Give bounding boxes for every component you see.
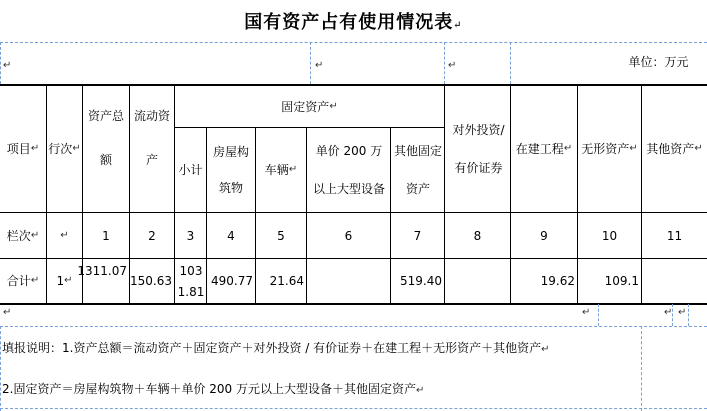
header-fixed-assets: 固定资产 ↵ xyxy=(281,99,338,114)
subtotal-value: 1031.81 xyxy=(177,263,205,299)
index-cell: 10 xyxy=(601,228,618,243)
notes-bottom-border xyxy=(0,408,707,409)
notes-left-border xyxy=(0,326,1,411)
header-vehicles: 车辆 ↵ xyxy=(264,163,298,177)
index-cell: 8 xyxy=(473,228,482,243)
index-row-label: 栏次 ↵ xyxy=(6,228,40,243)
index-cell: 6 xyxy=(344,228,353,243)
notes-top-border xyxy=(0,326,707,327)
band-divider xyxy=(510,42,511,84)
investments-value xyxy=(445,259,510,303)
para-mark: ↵ xyxy=(448,60,457,71)
other-assets-value xyxy=(642,259,707,303)
para-mark: ↵ xyxy=(582,307,591,318)
page-title: 国有资产占有使用情况表↵ xyxy=(244,12,463,33)
note-line-1: 填报说明：1.资产总额＝流动资产＋固定资产＋对外投资 / 有价证券＋在建工程＋无形资产＋其他资产↵ xyxy=(2,341,550,355)
buildings-value: 490.77 xyxy=(211,274,253,288)
band-divider xyxy=(688,304,689,326)
index-cell: 11 xyxy=(666,228,683,243)
total-row-label: 合计 ↵ xyxy=(6,274,40,288)
index-cell: 4 xyxy=(227,228,235,243)
header-other-assets: 其他资产 ↵ xyxy=(646,142,703,156)
header-large-equipment: 单价 200 万以上大型设备 xyxy=(312,144,385,196)
current-assets-value: 150.63 xyxy=(130,274,172,288)
index-cell: 3 xyxy=(186,228,195,243)
unit-label: 单位：万元 xyxy=(628,55,689,69)
header-buildings: 房屋构筑物 xyxy=(212,145,249,195)
table-bottom-border xyxy=(0,303,707,305)
band-top-border xyxy=(0,42,707,43)
header-in-progress: 在建工程 ↵ xyxy=(515,142,573,156)
band-left-border xyxy=(0,42,1,84)
in-progress-value: 19.62 xyxy=(540,274,575,288)
band-divider xyxy=(672,304,673,326)
other-fixed-value: 519.40 xyxy=(400,274,442,288)
intangible-value: 109.1 xyxy=(604,274,639,288)
header-subtotal: 小计 xyxy=(178,163,203,177)
para-mark: ↵ xyxy=(315,60,324,71)
total-assets-value: 1311.07 xyxy=(77,264,127,278)
band-divider xyxy=(444,42,445,84)
index-cell: 7 xyxy=(413,228,422,243)
index-cell: 1 xyxy=(102,228,110,243)
index-cell: 5 xyxy=(277,228,285,243)
header-current-assets: 流动资产 xyxy=(133,109,170,167)
header-investments: 对外投资/有价证券 xyxy=(452,123,505,175)
header-intangible: 无形资产 ↵ xyxy=(581,142,638,156)
header-total-assets: 资产总额 xyxy=(87,109,124,167)
large-equipment-value xyxy=(307,259,390,303)
index-cell: 9 xyxy=(540,228,548,243)
band-divider xyxy=(598,304,599,326)
para-mark: ↵ xyxy=(3,307,12,318)
header-item: 项目 ↵ xyxy=(6,142,40,156)
header-row-no: 行次 ↵ xyxy=(48,142,81,156)
index-cell: 2 xyxy=(148,228,156,243)
note-line-2: 2.固定资产＝房屋构筑物＋车辆＋单价 200 万元以上大型设备＋其他固定资产↵ xyxy=(2,382,425,396)
vehicles-value: 21.64 xyxy=(269,274,304,288)
para-mark: ↵ xyxy=(678,307,687,318)
index-cell: ↵ xyxy=(60,229,69,241)
header-other-fixed: 其他固定资产 xyxy=(393,144,442,196)
total-row-no: 1 ↵ xyxy=(56,274,73,288)
para-mark: ↵ xyxy=(664,307,673,318)
para-mark: ↵ xyxy=(3,60,12,71)
band-divider xyxy=(310,42,311,84)
notes-right-border xyxy=(641,326,642,411)
